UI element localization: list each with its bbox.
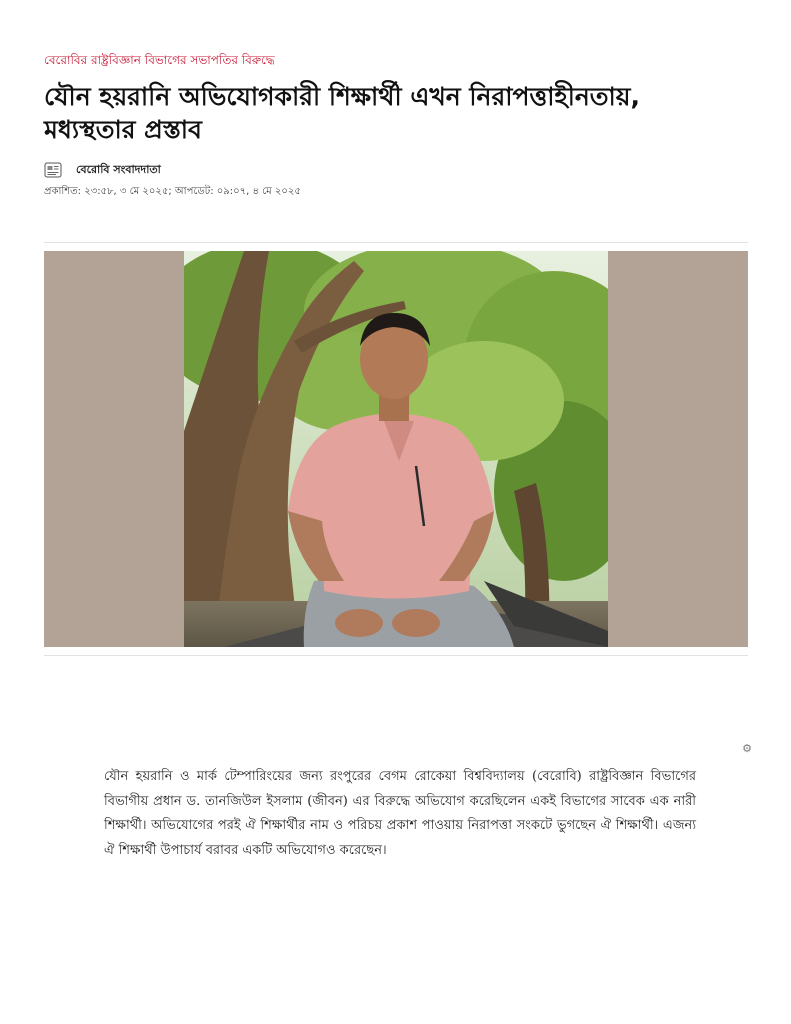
publish-timestamp: প্রকাশিত: ২৩:৫৮, ৩ মে ২০২৫; আপডেট: ০৯:০৭, ৪ মে ২০২৫: [44, 186, 301, 197]
author-name[interactable]: বেরোবি সংবাদদাতা: [76, 162, 161, 176]
article-figure: [44, 251, 748, 647]
byline: [44, 160, 161, 180]
article-photo: [184, 251, 608, 647]
divider-top: [44, 242, 748, 243]
article-kicker[interactable]: বেরোবির রাষ্ট্রবিজ্ঞান বিভাগের সভাপতির বিরুদ্ধে: [44, 53, 275, 67]
article-headline: যৌন হয়রানি অভিযোগকারী শিক্ষার্থী এখন নিরাপত্তাহীনতায়, মধ্যস্থতার প্রস্তাব: [44, 82, 640, 144]
article-body: যৌন হয়রানি ও মার্ক টেম্পারিংয়ের জন্য রংপুরের বেগম রোকেয়া বিশ্ববিদ্যালয় (বেরোবি) রাষ্ট্রবিজ্ঞান বিভাগের বিভাগীয় প্রধান ড. তানজিউল ইসলাম (জীবন) এর বিরুদ্ধে অভিযোগ করেছিলেন একই বিভাগের সাবেক এক নারী শিক্ষার্থী। অভিযোগের পরই ঐ শিক্ষার্থীর নাম ও পরিচয় প্রকাশ পাওয়ায় নিরাপত্তা সংকটে ভুগছেন ঐ শিক্ষার্থী। এজন্য ঐ শিক্ষার্থী উপাচার্য বরাবর একটি অভিযোগও করেছেন।: [104, 769, 696, 858]
divider-bottom: [44, 655, 748, 656]
newspaper-author-icon: [44, 161, 62, 179]
share-icon[interactable]: ⚙: [742, 742, 752, 755]
